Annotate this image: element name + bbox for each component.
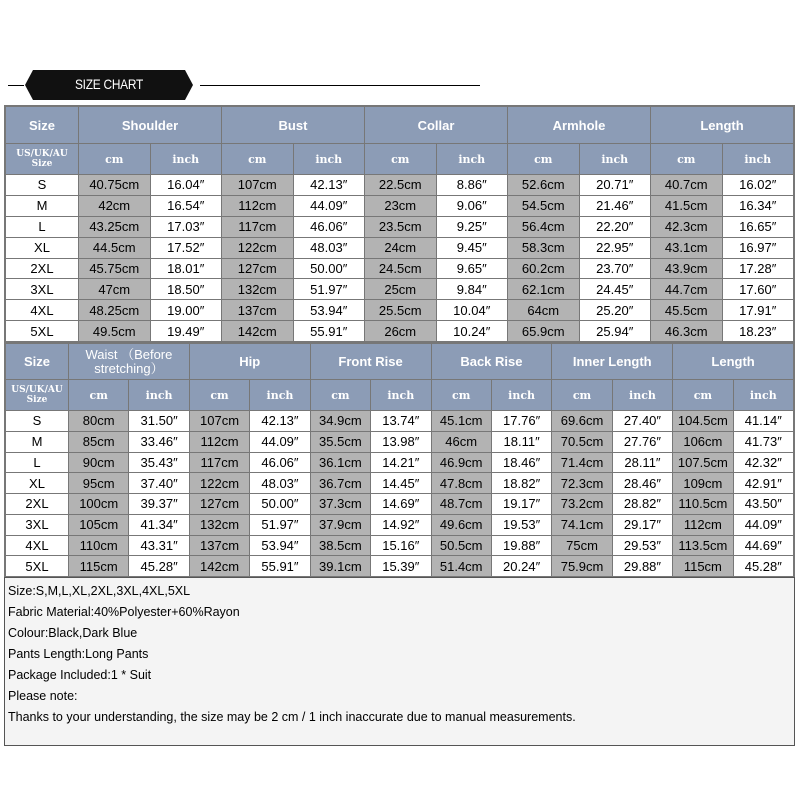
unit-inch-header: inch — [250, 380, 309, 410]
measure-group-header: Front Rise — [311, 344, 431, 379]
measure-group-header: Shoulder — [79, 107, 221, 143]
table-cell: 112cm — [190, 432, 249, 452]
size-header: Size — [6, 107, 78, 143]
table-cell: 90cm — [69, 453, 128, 473]
table-cell: 17.52″ — [151, 238, 222, 258]
table-cell: 20.24″ — [492, 556, 551, 576]
note-sizes: Size:S,M,L,XL,2XL,3XL,4XL,5XL — [8, 584, 191, 598]
table-cell: 36.7cm — [311, 473, 370, 493]
table-cell: 41.34″ — [129, 515, 188, 535]
table-cell: 142cm — [190, 556, 249, 576]
header-rule-left — [8, 85, 24, 86]
size-cell: XL — [6, 238, 78, 258]
table-cell: 42.13″ — [294, 175, 365, 195]
table-cell: 50.5cm — [432, 536, 491, 556]
table-cell: 9.25″ — [437, 217, 508, 237]
table-cell: 16.54″ — [151, 196, 222, 216]
unit-inch-header: inch — [723, 144, 794, 174]
measure-group-header: Inner Length — [552, 344, 672, 379]
table-cell: 29.53″ — [613, 536, 672, 556]
table-cell: 43.25cm — [79, 217, 150, 237]
table-cell: 45.75cm — [79, 259, 150, 279]
size-region-label: Size — [31, 159, 53, 169]
table-cell: 13.74″ — [371, 411, 430, 431]
unit-inch-header: inch — [151, 144, 222, 174]
table-cell: 24.45″ — [580, 279, 651, 299]
measure-group-header: Bust — [222, 107, 364, 143]
size-region-label: US/UK/AU — [11, 385, 63, 395]
table-cell: 51.97″ — [250, 515, 309, 535]
size-cell: 2XL — [6, 259, 78, 279]
table-cell: 112cm — [673, 515, 732, 535]
table-cell: 40.75cm — [79, 175, 150, 195]
table-cell: 18.82″ — [492, 473, 551, 493]
table-cell: 43.9cm — [651, 259, 722, 279]
table-cell: 37.9cm — [311, 515, 370, 535]
table-cell: 56.4cm — [508, 217, 579, 237]
table-cell: 31.50″ — [129, 411, 188, 431]
table-cell: 44.09″ — [734, 515, 793, 535]
note-colour: Colour:Black,Dark Blue — [8, 626, 138, 640]
table-cell: 44.09″ — [294, 196, 365, 216]
table-cell: 23cm — [365, 196, 436, 216]
table-cell: 137cm — [222, 300, 293, 320]
table-cell: 19.17″ — [492, 494, 551, 514]
table-cell: 23.5cm — [365, 217, 436, 237]
table-cell: 45.5cm — [651, 300, 722, 320]
table-cell: 104.5cm — [673, 411, 732, 431]
table-cell: 35.43″ — [129, 453, 188, 473]
unit-inch-header: inch — [734, 380, 793, 410]
top-size-table — [4, 105, 795, 343]
table-cell: 29.17″ — [613, 515, 672, 535]
table-cell: 65.9cm — [508, 321, 579, 341]
measure-group-header: Collar — [365, 107, 507, 143]
unit-cm-header: cm — [508, 144, 579, 174]
note-pants-length: Pants Length:Long Pants — [8, 647, 149, 661]
table-cell: 16.65″ — [723, 217, 794, 237]
table-cell: 19.53″ — [492, 515, 551, 535]
table-cell: 127cm — [190, 494, 249, 514]
table-cell: 43.1cm — [651, 238, 722, 258]
table-cell: 46cm — [432, 432, 491, 452]
table-cell: 42.91″ — [734, 473, 793, 493]
table-cell: 113.5cm — [673, 536, 732, 556]
table-cell: 40.7cm — [651, 175, 722, 195]
table-cell: 117cm — [190, 453, 249, 473]
unit-inch-header: inch — [371, 380, 430, 410]
table-cell: 14.45″ — [371, 473, 430, 493]
unit-inch-header: inch — [613, 380, 672, 410]
table-cell: 46.06″ — [250, 453, 309, 473]
table-cell: 37.3cm — [311, 494, 370, 514]
table-cell: 46.9cm — [432, 453, 491, 473]
table-cell: 22.95″ — [580, 238, 651, 258]
header-rule-right — [200, 85, 480, 86]
note-please-note: Please note: — [8, 689, 78, 703]
table-cell: 107cm — [190, 411, 249, 431]
size-region-label: US/UK/AU — [16, 149, 68, 159]
table-cell: 27.76″ — [613, 432, 672, 452]
table-cell: 127cm — [222, 259, 293, 279]
measure-group-header: Length — [651, 107, 793, 143]
table-cell: 17.76″ — [492, 411, 551, 431]
table-cell: 44.5cm — [79, 238, 150, 258]
table-cell: 62.1cm — [508, 279, 579, 299]
table-cell: 25cm — [365, 279, 436, 299]
table-cell: 28.11″ — [613, 453, 672, 473]
table-cell: 115cm — [673, 556, 732, 576]
note-package: Package Included:1 * Suit — [8, 668, 152, 682]
table-cell: 19.88″ — [492, 536, 551, 556]
table-cell: 70.5cm — [552, 432, 611, 452]
table-cell: 23.70″ — [580, 259, 651, 279]
note-fabric: Fabric Material:40%Polyester+60%Rayon — [8, 605, 240, 619]
table-cell: 44.69″ — [734, 536, 793, 556]
table-cell: 49.6cm — [432, 515, 491, 535]
size-region-header — [6, 380, 68, 410]
size-cell: 4XL — [6, 536, 68, 556]
table-cell: 16.04″ — [151, 175, 222, 195]
table-cell: 47.8cm — [432, 473, 491, 493]
table-cell: 43.50″ — [734, 494, 793, 514]
table-cell: 15.39″ — [371, 556, 430, 576]
table-cell: 14.69″ — [371, 494, 430, 514]
table-cell: 25.5cm — [365, 300, 436, 320]
size-region-label: Size — [26, 395, 48, 405]
table-cell: 24cm — [365, 238, 436, 258]
table-cell: 16.02″ — [723, 175, 794, 195]
table-cell: 18.23″ — [723, 321, 794, 341]
table-cell: 8.86″ — [437, 175, 508, 195]
table-cell: 58.3cm — [508, 238, 579, 258]
table-cell: 15.16″ — [371, 536, 430, 556]
table-cell: 38.5cm — [311, 536, 370, 556]
table-cell: 17.91″ — [723, 300, 794, 320]
product-notes — [4, 577, 795, 746]
table-cell: 45.28″ — [129, 556, 188, 576]
table-cell: 28.82″ — [613, 494, 672, 514]
table-cell: 10.24″ — [437, 321, 508, 341]
table-cell: 122cm — [222, 238, 293, 258]
table-cell: 27.40″ — [613, 411, 672, 431]
table-cell: 19.49″ — [151, 321, 222, 341]
table-cell: 13.98″ — [371, 432, 430, 452]
measure-group-header: Back Rise — [432, 344, 552, 379]
table-cell: 41.5cm — [651, 196, 722, 216]
size-cell: 3XL — [6, 515, 68, 535]
table-cell: 80cm — [69, 411, 128, 431]
table-cell: 44.09″ — [250, 432, 309, 452]
unit-cm-header: cm — [79, 144, 150, 174]
unit-cm-header: cm — [311, 380, 370, 410]
table-cell: 132cm — [190, 515, 249, 535]
table-cell: 110.5cm — [673, 494, 732, 514]
table-cell: 14.21″ — [371, 453, 430, 473]
measure-group-header: Armhole — [508, 107, 650, 143]
table-cell: 105cm — [69, 515, 128, 535]
table-cell: 100cm — [69, 494, 128, 514]
table-cell: 48.7cm — [432, 494, 491, 514]
table-cell: 39.1cm — [311, 556, 370, 576]
table-cell: 18.01″ — [151, 259, 222, 279]
table-cell: 55.91″ — [250, 556, 309, 576]
table-cell: 9.84″ — [437, 279, 508, 299]
table-cell: 16.97″ — [723, 238, 794, 258]
table-cell: 53.94″ — [294, 300, 365, 320]
table-cell: 17.28″ — [723, 259, 794, 279]
size-cell: 5XL — [6, 321, 78, 341]
table-cell: 25.94″ — [580, 321, 651, 341]
table-cell: 29.88″ — [613, 556, 672, 576]
table-cell: 71.4cm — [552, 453, 611, 473]
table-cell: 42.32″ — [734, 453, 793, 473]
table-cell: 20.71″ — [580, 175, 651, 195]
table-cell: 39.37″ — [129, 494, 188, 514]
table-cell: 54.5cm — [508, 196, 579, 216]
unit-inch-header: inch — [437, 144, 508, 174]
size-cell: 3XL — [6, 279, 78, 299]
size-header: Size — [6, 344, 68, 379]
table-cell: 132cm — [222, 279, 293, 299]
table-cell: 46.06″ — [294, 217, 365, 237]
table-cell: 73.2cm — [552, 494, 611, 514]
table-cell: 14.92″ — [371, 515, 430, 535]
unit-cm-header: cm — [552, 380, 611, 410]
table-cell: 41.14″ — [734, 411, 793, 431]
table-cell: 25.20″ — [580, 300, 651, 320]
unit-inch-header: inch — [129, 380, 188, 410]
table-cell: 44.7cm — [651, 279, 722, 299]
size-cell: L — [6, 453, 68, 473]
table-cell: 74.1cm — [552, 515, 611, 535]
table-cell: 69.6cm — [552, 411, 611, 431]
size-cell: 2XL — [6, 494, 68, 514]
unit-inch-header: inch — [580, 144, 651, 174]
table-cell: 22.5cm — [365, 175, 436, 195]
table-cell: 42.3cm — [651, 217, 722, 237]
table-cell: 137cm — [190, 536, 249, 556]
size-chart-title: SIZE CHART — [75, 76, 143, 92]
table-cell: 26cm — [365, 321, 436, 341]
table-cell: 9.45″ — [437, 238, 508, 258]
table-cell: 21.46″ — [580, 196, 651, 216]
table-cell: 107.5cm — [673, 453, 732, 473]
table-cell: 45.1cm — [432, 411, 491, 431]
table-cell: 19.00″ — [151, 300, 222, 320]
size-cell: M — [6, 432, 68, 452]
table-cell: 45.28″ — [734, 556, 793, 576]
table-cell: 33.46″ — [129, 432, 188, 452]
table-cell: 122cm — [190, 473, 249, 493]
table-cell: 18.11″ — [492, 432, 551, 452]
table-cell: 9.65″ — [437, 259, 508, 279]
table-cell: 9.06″ — [437, 196, 508, 216]
table-cell: 95cm — [69, 473, 128, 493]
table-cell: 18.46″ — [492, 453, 551, 473]
table-cell: 47cm — [79, 279, 150, 299]
table-cell: 106cm — [673, 432, 732, 452]
bottom-size-table — [4, 342, 795, 578]
unit-cm-header: cm — [365, 144, 436, 174]
unit-cm-header: cm — [222, 144, 293, 174]
table-cell: 50.00″ — [250, 494, 309, 514]
table-cell: 16.34″ — [723, 196, 794, 216]
table-cell: 55.91″ — [294, 321, 365, 341]
table-cell: 49.5cm — [79, 321, 150, 341]
table-cell: 109cm — [673, 473, 732, 493]
measure-group-header: Waist （Before stretching） — [69, 344, 189, 379]
table-cell: 18.50″ — [151, 279, 222, 299]
table-cell: 75.9cm — [552, 556, 611, 576]
table-cell: 51.4cm — [432, 556, 491, 576]
table-cell: 22.20″ — [580, 217, 651, 237]
table-cell: 28.46″ — [613, 473, 672, 493]
measure-group-header: Length — [673, 344, 793, 379]
table-cell: 34.9cm — [311, 411, 370, 431]
table-cell: 24.5cm — [365, 259, 436, 279]
table-cell: 85cm — [69, 432, 128, 452]
size-cell: S — [6, 175, 78, 195]
size-cell: 5XL — [6, 556, 68, 576]
table-cell: 117cm — [222, 217, 293, 237]
table-cell: 64cm — [508, 300, 579, 320]
unit-inch-header: inch — [492, 380, 551, 410]
unit-cm-header: cm — [651, 144, 722, 174]
table-cell: 115cm — [69, 556, 128, 576]
table-cell: 35.5cm — [311, 432, 370, 452]
table-cell: 48.03″ — [250, 473, 309, 493]
unit-cm-header: cm — [69, 380, 128, 410]
size-region-header — [6, 144, 78, 174]
measure-group-header: Hip — [190, 344, 310, 379]
table-cell: 37.40″ — [129, 473, 188, 493]
table-cell: 10.04″ — [437, 300, 508, 320]
table-cell: 42cm — [79, 196, 150, 216]
size-cell: S — [6, 411, 68, 431]
table-cell: 72.3cm — [552, 473, 611, 493]
table-cell: 41.73″ — [734, 432, 793, 452]
table-cell: 110cm — [69, 536, 128, 556]
size-cell: L — [6, 217, 78, 237]
note-accuracy: Thanks to your understanding, the size may be 2 cm / 1 inch inaccurate due to manual measurements. — [8, 710, 576, 724]
table-cell: 60.2cm — [508, 259, 579, 279]
table-cell: 52.6cm — [508, 175, 579, 195]
size-chart-badge — [33, 70, 185, 100]
unit-cm-header: cm — [673, 380, 732, 410]
table-cell: 51.97″ — [294, 279, 365, 299]
table-cell: 36.1cm — [311, 453, 370, 473]
table-cell: 75cm — [552, 536, 611, 556]
unit-cm-header: cm — [432, 380, 491, 410]
table-cell: 17.03″ — [151, 217, 222, 237]
table-cell: 48.03″ — [294, 238, 365, 258]
size-cell: M — [6, 196, 78, 216]
table-cell: 43.31″ — [129, 536, 188, 556]
table-cell: 107cm — [222, 175, 293, 195]
table-cell: 53.94″ — [250, 536, 309, 556]
unit-cm-header: cm — [190, 380, 249, 410]
table-cell: 46.3cm — [651, 321, 722, 341]
table-cell: 17.60″ — [723, 279, 794, 299]
table-cell: 42.13″ — [250, 411, 309, 431]
unit-inch-header: inch — [294, 144, 365, 174]
table-cell: 48.25cm — [79, 300, 150, 320]
table-cell: 142cm — [222, 321, 293, 341]
table-cell: 50.00″ — [294, 259, 365, 279]
size-cell: 4XL — [6, 300, 78, 320]
size-cell: XL — [6, 473, 68, 493]
table-cell: 112cm — [222, 196, 293, 216]
